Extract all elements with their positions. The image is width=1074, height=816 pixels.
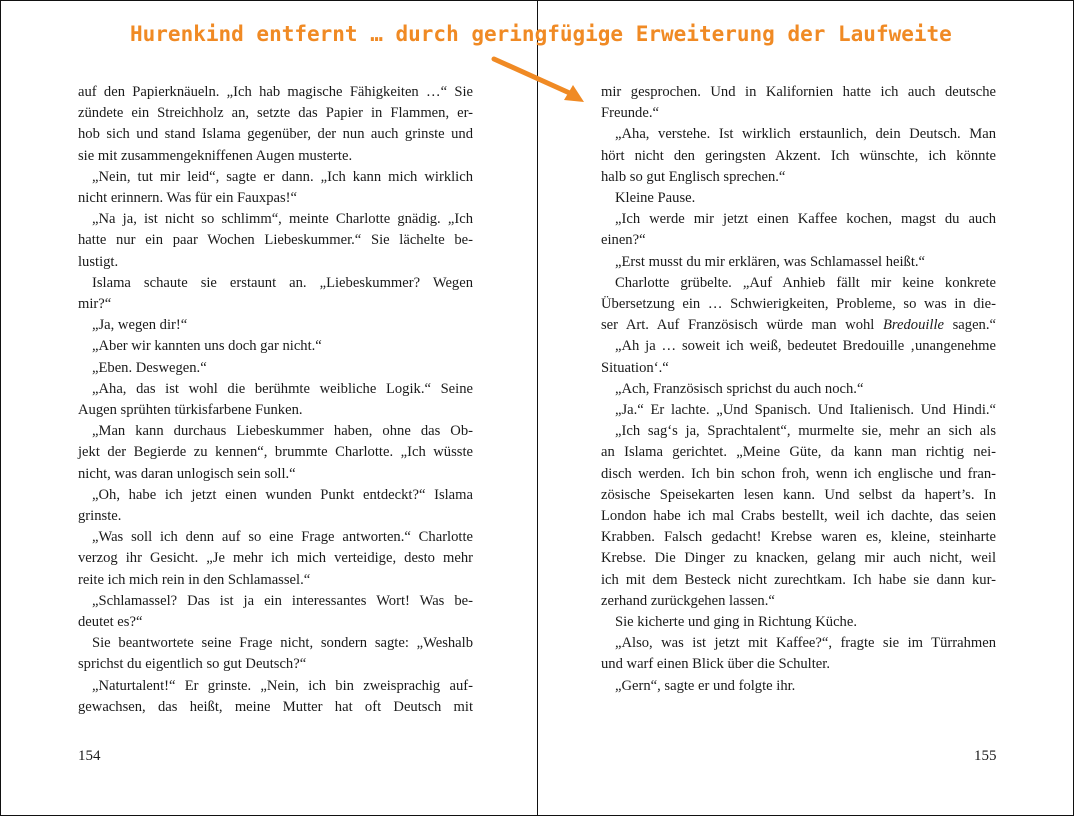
text-line: nicht, was daran unlogisch sein soll.“ <box>78 465 296 482</box>
text-line: jekt der Begierde zu kennen“, brummte Charlotte. „Ich wüsste <box>78 444 473 461</box>
text-line: mir?“ <box>78 296 112 313</box>
text-line: halb so gut Englisch sprechen.“ <box>601 168 786 185</box>
arrow-pointer-icon <box>488 52 598 112</box>
right-page-text <box>601 82 996 697</box>
text-line: hob sich und stand Islama gegenüber, der nun auch grinste und <box>78 126 473 143</box>
text-line: „Ah ja … soweit ich weiß, bedeutet Bredouille ‚unangenehme <box>615 338 996 355</box>
text-line: gewachsen, das heißt, meine Mutter hat oft Deutsch mit <box>78 698 473 715</box>
text-line: und warf einen Blick über die Schulter. <box>601 656 830 673</box>
text-line: Augen sprühten türkisfarbene Funken. <box>78 402 303 419</box>
text-line: „Gern“, sagte er und folgte ihr. <box>615 677 796 694</box>
text-line: „Eben. Deswegen.“ <box>92 359 207 376</box>
text-line: sprichst du eigentlich so gut Deutsch?“ <box>78 656 307 673</box>
text-line: hört nicht den geringsten Akzent. Ich wünschte, ich könnte <box>601 147 996 164</box>
annotation-label: Hurenkind entfernt … durch geringfügige Erweiterung der Laufweite <box>130 22 952 46</box>
text-line: Sie beantwortete seine Frage nicht, sondern sagte: „Weshalb <box>92 635 473 652</box>
text-line: ich mit dem Besteck nicht zurechtkam. Ich habe sie dann kur- <box>601 571 996 588</box>
text-line: „Nein, tut mir leid“, sagte er dann. „Ich kann mich wirklich <box>92 168 473 185</box>
text-line: „Na ja, ist nicht so schlimm“, meinte Charlotte gnädig. „Ich <box>92 211 473 228</box>
text-line: einen?“ <box>601 232 646 249</box>
text-line: lustigt. <box>78 253 119 270</box>
text-line: Situation‘.“ <box>601 359 669 376</box>
text-line: „Aber wir kannten uns doch gar nicht.“ <box>92 338 322 355</box>
text-line: an Islama gerichtet. „Meine Güte, da kann man richtig nei- <box>601 444 996 461</box>
text-line: Krebse. Die Dinger zu knacken, gelang mir auch nicht, weil <box>601 550 996 567</box>
text-line: hatte nur ein paar Wochen Liebeskummer.“ Sie lächelte be- <box>78 232 473 249</box>
text-line: zündete ein Streichholz an, setzte das Papier in Flammen, er- <box>78 105 473 122</box>
page-number-left: 154 <box>78 748 101 764</box>
page-gutter-line <box>537 0 538 816</box>
text-line: Charlotte grübelte. „Auf Anhieb fällt mir keine konkrete <box>615 274 996 291</box>
text-line: „Erst musst du mir erklären, was Schlamassel heißt.“ <box>615 253 926 270</box>
text-line: reite ich mich rein in den Schlamassel.“ <box>78 571 311 588</box>
text-line: Islama schaute sie erstaunt an. „Liebeskummer? Wegen <box>92 274 473 291</box>
text-line: „Naturtalent!“ Er grinste. „Nein, ich bin zweisprachig auf- <box>92 677 473 694</box>
text-line: Freunde.“ <box>601 105 659 122</box>
text-line: sie mit zusammengekniffenen Augen musterte. <box>78 147 353 164</box>
text-line: grinste. <box>78 508 122 525</box>
text-line: mir gesprochen. Und in Kalifornien hatte ich auch deutsche <box>601 84 996 100</box>
text-line: Krabben. Falsch gedacht! Krebse waren es, kleine, steinharte <box>601 529 996 546</box>
text-line: Sie kicherte und ging in Richtung Küche. <box>615 614 857 631</box>
text-line: „Oh, habe ich jetzt einen wunden Punkt entdeckt?“ Islama <box>92 486 473 503</box>
text-line: ser Art. Auf Französisch würde man wohl Bredouille sagen.“ <box>601 317 996 334</box>
text-line: „Ja.“ Er lachte. „Und Spanisch. Und Italienisch. Und Hindi.“ <box>615 402 996 419</box>
text-line: „Schlamassel? Das ist ja ein interessantes Wort! Was be- <box>92 592 473 609</box>
text-line: „Aha, das ist wohl die berühmte weibliche Logik.“ Seine <box>92 380 473 397</box>
text-line: „Ja, wegen dir!“ <box>92 317 188 334</box>
text-line: Übersetzung ein … Schwierigkeiten, Probleme, so was in die- <box>601 296 996 313</box>
text-line: „Ach, Französisch sprichst du auch noch.“ <box>615 380 864 397</box>
text-line: „Ich sag‘s ja, Sprachtalent“, murmelte sie, mehr an sich als <box>615 423 996 440</box>
page-number-right: 155 <box>974 748 997 764</box>
text-line: „Was soll ich denn auf so eine Frage antworten.“ Charlotte <box>92 529 473 546</box>
text-line: disch werden. Ich bin schon froh, wenn ich englische und fran- <box>601 465 996 482</box>
text-line: „Aha, verstehe. Ist wirklich erstaunlich, dein Deutsch. Man <box>615 126 996 143</box>
text-line: zerhand zurückgehen lassen.“ <box>601 592 775 609</box>
text-line: deutet es?“ <box>78 614 143 631</box>
text-line: auf den Papierknäueln. „Ich hab magische Fähigkeiten …“ Sie <box>78 84 473 100</box>
text-line: zösische Speisekarten lesen kann. Und selbst da hapert’s. In <box>601 486 996 503</box>
text-line: „Also, was ist jetzt mit Kaffee?“, fragte sie im Türrahmen <box>615 635 996 652</box>
text-line: „Man kann durchaus Liebeskummer haben, ohne das Ob- <box>92 423 473 440</box>
left-page-text <box>78 82 473 718</box>
text-line: London habe ich mal Crabs bestellt, weil ich dachte, das seien <box>601 508 996 525</box>
text-line: Kleine Pause. <box>615 190 696 207</box>
text-line: „Ich werde mir jetzt einen Kaffee kochen, magst du auch <box>615 211 996 228</box>
text-line: verzog ihr Gesicht. „Je mehr ich mich verteidige, desto mehr <box>78 550 473 567</box>
text-line: nicht erinnern. Was für ein Fauxpas!“ <box>78 190 298 207</box>
